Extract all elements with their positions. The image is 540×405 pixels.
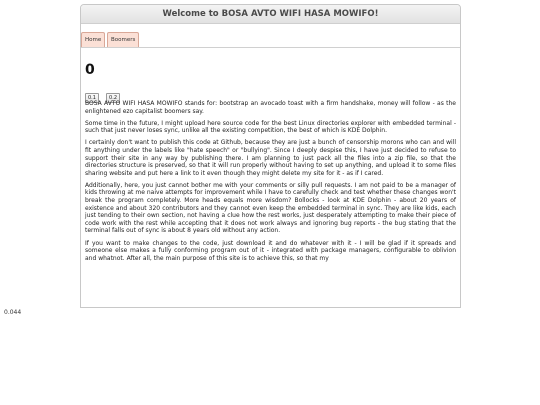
paragraph-github: I certainly don't want to publish this code at Github, because they are just a bunch of censorship morons who can and will fit anything under the labels like "hate speech" or "bullying". Since I deeply despise this, I have just decided to refuse to support their site in any way by publishing there. I am planning to just pack all the files into a zip file, so that the directories structure is preserved, so that it will run properly without having to set up anything, and upload it to some files sharing website and put here a link to it even though they might delete my site for it - as if I cared. bbox=[85, 139, 456, 177]
version-button-0-2[interactable]: 0.2 bbox=[106, 93, 120, 103]
page-container bbox=[80, 4, 461, 308]
paragraph-intro: BOSA AVTO WIFI HASA MOWIFO stands for: bootstrap an avocado toast with a firm handshake, money will follow - as the enlightened ezo capitalist boomers say. bbox=[85, 100, 456, 115]
version-button-0-1[interactable]: 0.1 bbox=[85, 93, 99, 103]
version-buttons bbox=[85, 84, 456, 101]
nav-tabs bbox=[81, 24, 460, 48]
main-content bbox=[81, 62, 460, 262]
tab-boomers[interactable]: Boomers bbox=[107, 32, 139, 47]
page-title: 0 bbox=[85, 62, 95, 78]
paragraph-future: Some time in the future, I might upload here source code for the best Linux directories explorer with embedded terminal - such that just never loses sync, unlike all the existing competition, the best of which is KDE Dolphin. bbox=[85, 119, 456, 135]
tab-home[interactable]: Home bbox=[81, 32, 105, 47]
paragraph-changes: If you want to make changes to the code, just download it and do whatever with it - I will be glad if it spreads and someone else makes a fully conforming program out of it - integrated with package managers, configurable to oblivion and whatnot. After all, the main purpose of this site is to achieve this, so that my bbox=[85, 239, 456, 262]
site-header bbox=[81, 5, 460, 24]
timing-value: 0.044 bbox=[4, 309, 22, 316]
site-title: Welcome to BOSA AVTO WIFI HASA MOWIFO! bbox=[162, 9, 379, 19]
paragraph-contributions: Additionally, here, you just cannot bother me with your comments or silly pull requests. I am not paid to be a manager of kids throwing at me naive attempts for improvement while I have to carefully check and test whether these changes won't break the program completely. More heads equals more wisdom? Bollocks - look at KDE Dolphin - about 20 years of existence and about 320 contributors and they cannot even keep the embedded terminal in sync. They are like kids, each just tending to their own section, not having a clue how the rest works, just desperately attempting to make their piece of code work with the rest while accepting that it does not work always and ignoring bug reports - the bug stating that the terminal falls out of sync is about 8 years old without any action. bbox=[85, 181, 456, 235]
